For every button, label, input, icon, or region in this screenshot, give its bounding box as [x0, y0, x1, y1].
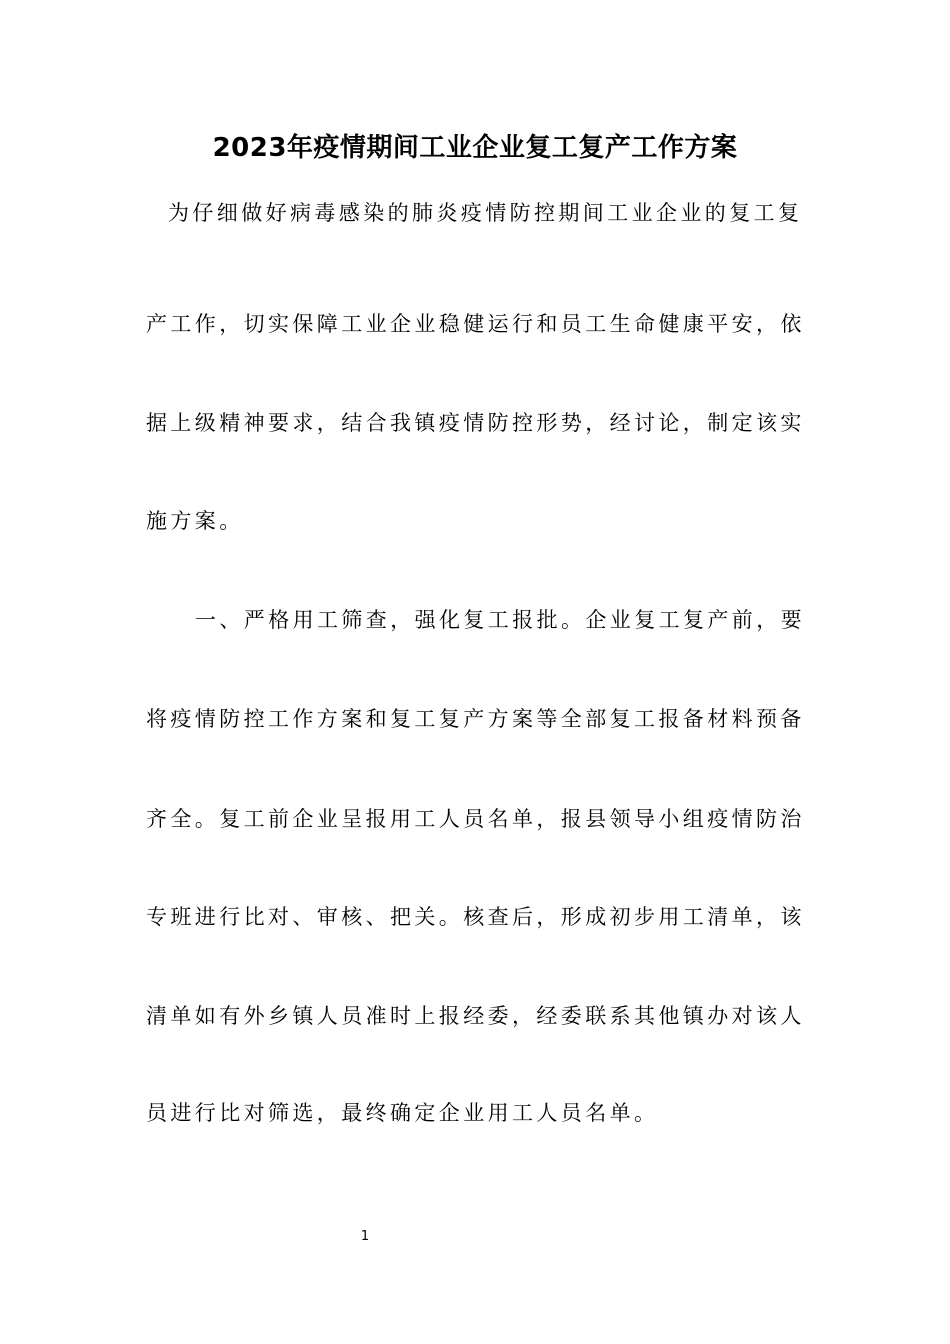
paragraph-line: 据上级精神要求，结合我镇疫情防控形势，经讨论，制定该实	[146, 411, 805, 435]
paragraph-line: 齐全。复工前企业呈报用工人员名单，报县领导小组疫情防治	[146, 807, 805, 831]
paragraph-line: 将疫情防控工作方案和复工复产方案等全部复工报备材料预备	[146, 707, 805, 731]
paragraph-line: 员进行比对筛选，最终确定企业用工人员名单。	[146, 1101, 659, 1125]
document-title: 2023年疫情期间工业企业复工复产工作方案	[212, 133, 738, 163]
paragraph-line: 为仔细做好病毒感染的肺炎疫情防控期间工业企业的复工复	[168, 201, 803, 225]
paragraph-line: 专班进行比对、审核、把关。核查后，形成初步用工清单，该	[146, 905, 805, 929]
paragraph-line: 施方案。	[146, 509, 244, 533]
paragraph-line: 一、严格用工筛查，强化复工报批。企业复工复产前，要	[195, 608, 805, 632]
page-number: 1	[360, 1229, 370, 1244]
paragraph-line: 清单如有外乡镇人员准时上报经委，经委联系其他镇办对该人	[146, 1004, 805, 1028]
paragraph-line: 产工作，切实保障工业企业稳健运行和员工生命健康平安，依	[146, 312, 805, 336]
